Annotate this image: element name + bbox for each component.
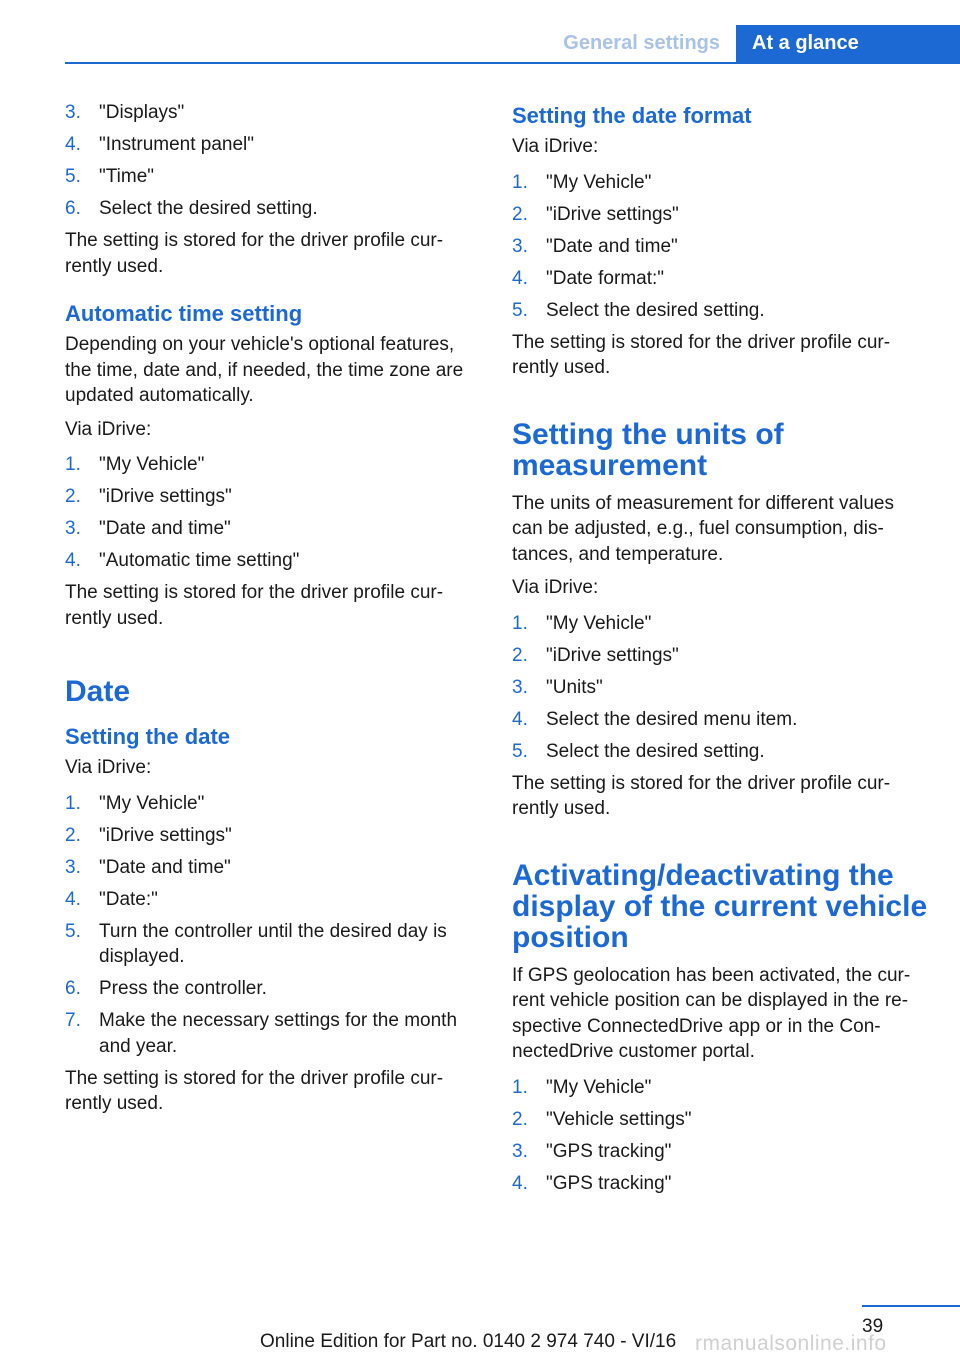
step-text: "Instrument panel" [99, 134, 255, 155]
step-number: 3. [512, 235, 528, 257]
step-number: 4. [65, 550, 81, 571]
step-number: 4. [65, 888, 81, 910]
step-text: "My Vehicle" [546, 612, 652, 634]
step-number: 2. [512, 203, 528, 225]
list-item [65, 164, 481, 190]
time-steps-list [65, 100, 481, 222]
page-number: 39 [862, 1316, 884, 1337]
step-number: 3. [65, 856, 81, 878]
step-number: 1. [512, 612, 528, 634]
step-text: "Date and time" [546, 235, 678, 257]
list-item [512, 611, 928, 637]
list-item [512, 643, 928, 669]
step-number: 6. [65, 978, 81, 999]
step-text: "GPS tracking" [546, 1140, 672, 1162]
step-text: "iDrive settings" [99, 824, 232, 846]
list-item [65, 452, 481, 478]
step-number: 4. [512, 267, 528, 289]
step-text: Press the controller. [99, 978, 267, 999]
list-item [65, 548, 481, 574]
list-item [512, 170, 928, 196]
date-format-heading: Setting the date format [512, 103, 752, 128]
list-item [65, 823, 481, 849]
step-text: "My Vehicle" [546, 171, 652, 193]
step-text: "Time" [99, 166, 155, 187]
list-item [65, 516, 481, 542]
step-number: 5. [65, 166, 81, 187]
step-text: Select the desired setting. [546, 299, 765, 321]
step-number: 2. [512, 1108, 528, 1130]
step-number: 4. [512, 708, 528, 730]
step-text: "My Vehicle" [99, 454, 205, 475]
stored-note: The setting is stored for the driver profile currently used. [512, 331, 891, 378]
list-item [512, 1075, 928, 1101]
step-number: 2. [65, 824, 81, 846]
step-text: Select the desired menu item. [546, 708, 798, 730]
step-text: "My Vehicle" [99, 792, 205, 814]
step-text: Make the necessary settings for the month and year. [99, 1010, 458, 1057]
list-item [512, 234, 928, 260]
header-section-title: General settings [563, 32, 720, 54]
list-item [65, 1008, 481, 1059]
step-number: 1. [65, 792, 81, 814]
list-item [65, 132, 481, 158]
step-text: "iDrive settings" [546, 644, 679, 666]
list-item [512, 675, 928, 701]
step-number: 2. [512, 644, 528, 666]
step-number: 1. [512, 1076, 528, 1098]
step-number: 3. [65, 102, 81, 123]
step-number: 5. [512, 299, 528, 321]
list-item [512, 202, 928, 228]
units-intro: The units of measurement for different values can be adjusted, e.g., fuel consumption, distances, and temperature. [512, 492, 894, 565]
list-item [65, 887, 481, 913]
step-text: "Date:" [99, 888, 158, 910]
list-item [65, 976, 481, 1002]
step-text: "Date and time" [99, 856, 231, 878]
list-item [65, 919, 481, 970]
watermark: rmanualsonline.info [695, 1332, 887, 1355]
step-text: "Date and time" [99, 518, 231, 539]
list-item [512, 707, 928, 733]
list-item [512, 298, 928, 324]
gps-steps-list [512, 1075, 928, 1197]
list-item [512, 1171, 928, 1197]
step-number: 3. [512, 1140, 528, 1162]
edition-footer: Online Edition for Part no. 0140 2 974 740 - VI/16 [260, 1331, 677, 1352]
setting-date-heading: Setting the date [65, 724, 231, 749]
page-header [65, 25, 960, 64]
list-item [512, 1139, 928, 1165]
step-text: "Units" [546, 676, 603, 698]
step-text: "Automatic time setting" [99, 550, 300, 571]
step-number: 5. [65, 920, 81, 942]
via-idrive-label: Via iDrive: [65, 418, 152, 440]
step-text: "Vehicle settings" [546, 1108, 692, 1130]
via-idrive-label: Via iDrive: [512, 136, 599, 157]
gps-intro: If GPS geolocation has been activated, the current vehicle position can be displayed in the respective ConnectedDrive app or in the ConnectedDrive customer portal. [512, 964, 911, 1062]
header-chapter-tab: At a glance [736, 25, 960, 62]
date-format-steps-list [512, 170, 928, 324]
automatic-time-intro: Depending on your vehicle's optional features, the time, date and, if needed, the time zone are updated automatically. [65, 334, 464, 406]
setting-date-steps-list [65, 791, 481, 1060]
step-text: Turn the controller until the desired day is displayed. [99, 920, 447, 967]
step-text: "Displays" [99, 102, 185, 123]
step-number: 7. [65, 1010, 81, 1031]
via-idrive-label: Via iDrive: [65, 757, 152, 778]
list-item [512, 266, 928, 292]
automatic-time-steps-list [65, 452, 481, 574]
step-number: 6. [65, 198, 81, 219]
step-text: "Date format:" [546, 267, 665, 289]
step-number: 1. [65, 454, 81, 475]
list-item [65, 100, 481, 126]
step-text: Select the desired setting. [546, 740, 765, 762]
step-number: 4. [512, 1172, 528, 1194]
stored-note: The setting is stored for the driver profile currently used. [65, 582, 444, 629]
step-text: "GPS tracking" [546, 1172, 672, 1194]
step-text: "My Vehicle" [546, 1076, 652, 1098]
footer-rule [862, 1305, 960, 1307]
list-item [512, 1107, 928, 1133]
list-item [65, 791, 481, 817]
right-column [512, 100, 928, 1203]
step-text: "iDrive settings" [546, 203, 679, 225]
step-number: 2. [65, 486, 81, 507]
units-section-heading: Setting the units of measurement [512, 417, 784, 482]
step-number: 3. [512, 676, 528, 698]
gps-section-heading: Activating/deactivating the display of the current vehicle position [512, 858, 928, 954]
date-section-heading: Date [65, 675, 131, 708]
list-item [512, 739, 928, 765]
step-number: 5. [512, 740, 528, 762]
step-number: 3. [65, 518, 81, 539]
via-idrive-label: Via iDrive: [512, 577, 599, 598]
list-item [65, 855, 481, 881]
automatic-time-heading: Automatic time setting [65, 301, 303, 326]
list-item [65, 196, 481, 222]
stored-note: The setting is stored for the driver profile currently used. [65, 1067, 444, 1114]
left-column [65, 100, 481, 1125]
units-steps-list [512, 611, 928, 765]
stored-note: The setting is stored for the driver profile currently used. [512, 772, 891, 819]
list-item [65, 484, 481, 510]
step-number: 4. [65, 134, 81, 155]
step-text: Select the desired setting. [99, 198, 318, 219]
step-number: 1. [512, 171, 528, 193]
step-text: "iDrive settings" [99, 486, 232, 507]
stored-note: The setting is stored for the driver profile currently used. [65, 230, 444, 277]
